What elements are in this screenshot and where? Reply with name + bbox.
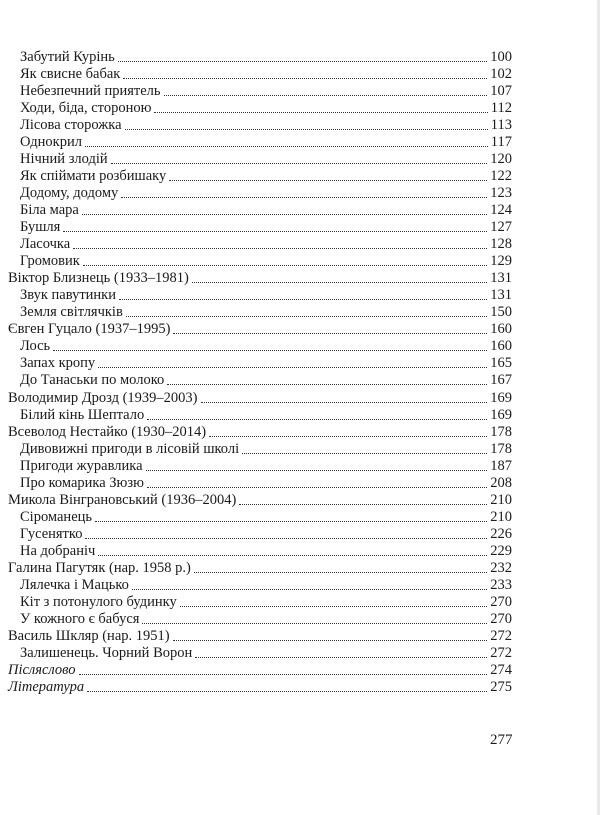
dot-leader: [118, 61, 488, 62]
toc-entry-title: Василь Шкляр (нар. 1951): [8, 628, 170, 645]
dot-leader: [147, 419, 487, 420]
toc-entry-title: Ласочка: [20, 236, 71, 253]
toc-entry-page: 150: [490, 304, 512, 321]
dot-leader: [167, 384, 487, 385]
dot-leader: [209, 436, 487, 437]
toc-entry-page: 160: [490, 321, 512, 338]
toc-author-entry: [8, 628, 512, 645]
toc-entry-page: 102: [490, 65, 512, 82]
toc-story-entry: [20, 83, 512, 100]
toc-entry-page: 178: [490, 423, 512, 440]
dot-leader: [82, 214, 487, 215]
toc-story-entry: [20, 458, 512, 475]
toc-story-entry: [20, 372, 512, 389]
toc-entry-title: Галина Пагутяк (нар. 1958 р.): [8, 560, 191, 576]
toc-entry-title: До Танаськи по молоко: [20, 372, 165, 389]
dot-leader: [201, 402, 488, 403]
dot-leader: [79, 674, 488, 675]
toc-entry-title: Запах кропу: [20, 355, 96, 372]
toc-story-entry: [20, 287, 512, 304]
toc-entry-title: Білий кінь Шептало: [20, 406, 145, 423]
toc-entry-page: 208: [490, 474, 512, 491]
toc-entry-page: 107: [490, 82, 512, 99]
toc-entry-title: Післяслово: [8, 662, 76, 679]
toc-entry-page: 210: [490, 508, 512, 525]
toc-entry-page: 272: [490, 645, 512, 662]
toc-entry-page: 117: [490, 133, 512, 150]
toc-author-entry: [8, 560, 512, 577]
page-number: 277: [490, 732, 513, 748]
toc-entry-page: 127: [490, 219, 512, 235]
toc-entry-title: Пригоди журавлика: [20, 457, 143, 474]
toc-entry-title: Про комарика Зюзю: [20, 474, 144, 491]
dot-leader: [125, 129, 488, 130]
toc-entry-page: 112: [490, 99, 512, 116]
dot-leader: [119, 299, 487, 300]
toc-story-entry: [20, 202, 512, 219]
toc-entry-title: Забутий Курінь: [20, 48, 115, 65]
toc-author-entry: [8, 662, 512, 679]
toc-entry-page: 100: [490, 48, 512, 65]
toc-entry-title: На добраніч: [20, 542, 96, 559]
toc-entry-title: Література: [8, 679, 85, 696]
dot-leader: [194, 572, 487, 573]
toc-entry-title: Нічний злодій: [20, 150, 108, 167]
dot-leader: [85, 146, 488, 147]
toc-story-entry: [20, 117, 512, 134]
toc-entry-page: 167: [490, 372, 512, 389]
toc-entry-title: Земля світлячків: [20, 304, 123, 321]
toc-entry-title: Громовик: [20, 253, 80, 270]
toc-entry-title: Небезпечний приятель: [20, 82, 161, 99]
toc-entry-page: 169: [490, 389, 512, 406]
toc-entry-page: 123: [490, 184, 512, 201]
toc-entry-page: 124: [490, 201, 512, 218]
toc-entry-title: Ходи, біда, стороною: [20, 99, 152, 116]
dot-leader: [121, 197, 487, 198]
toc-entry-page: 128: [490, 236, 512, 253]
dot-leader: [239, 504, 487, 505]
toc-entry-title: Залишенець. Чорний Ворон: [20, 645, 193, 662]
toc-story-entry: [20, 219, 512, 236]
dot-leader: [146, 470, 488, 471]
toc-entry-title: Сіроманець: [20, 508, 93, 525]
toc-entry-page: 274: [490, 662, 512, 679]
toc-story-entry: [20, 100, 512, 117]
dot-leader: [87, 691, 487, 692]
toc-author-entry: [8, 390, 512, 407]
dot-leader: [126, 316, 487, 317]
toc-entry-page: 270: [490, 594, 512, 611]
toc-entry-title: Микола Вінграновський (1936–2004): [8, 491, 237, 508]
dot-leader: [180, 606, 488, 607]
toc-story-entry: [20, 304, 512, 321]
toc-story-entry: [20, 475, 512, 492]
toc-story-entry: [20, 151, 512, 168]
toc-entry-page: 160: [490, 338, 512, 355]
toc-story-entry: [20, 407, 512, 424]
dot-leader: [83, 265, 487, 266]
toc-entry-page: 113: [490, 116, 512, 133]
toc-story-entry: [20, 526, 512, 543]
toc-entry-page: 169: [490, 406, 512, 423]
toc-entry-title: Однокрил: [20, 133, 82, 150]
dot-leader: [195, 657, 487, 658]
toc-entry-title: Дивовижні пригоди в лісовій школі: [20, 440, 240, 457]
toc-entry-title: Лялечка і Мацько: [20, 577, 129, 594]
dot-leader: [123, 78, 487, 79]
toc-entry-page: 229: [490, 542, 512, 559]
toc-entry-page: 129: [490, 253, 512, 270]
toc-entry-page: 226: [490, 525, 512, 542]
toc-story-entry: [20, 49, 512, 66]
toc-story-entry: [20, 509, 512, 526]
dot-leader: [173, 333, 487, 334]
dot-leader: [164, 95, 488, 96]
toc-entry-page: 270: [490, 611, 512, 628]
toc-entry-title: Лось: [20, 338, 51, 355]
toc-story-entry: [20, 645, 512, 662]
toc-story-entry: [20, 236, 512, 253]
toc-author-entry: [8, 270, 512, 287]
dot-leader: [98, 555, 487, 556]
dot-leader: [98, 367, 487, 368]
toc-story-entry: [20, 253, 512, 270]
toc-story-entry: [20, 134, 512, 151]
toc-entry-title: Всеволод Нестайко (1930–2014): [8, 423, 207, 440]
dot-leader: [111, 163, 488, 164]
toc-story-entry: [20, 441, 512, 458]
toc-entry-title: У кожного є бабуся: [20, 611, 140, 628]
toc-author-entry: [8, 424, 512, 441]
toc-entry-title: Бушля: [20, 219, 61, 235]
toc-story-entry: [20, 338, 512, 355]
toc-entry-page: 272: [490, 628, 512, 645]
toc-entry-title: Євген Гуцало (1937–1995): [8, 321, 171, 338]
dot-leader: [85, 538, 487, 539]
dot-leader: [132, 589, 487, 590]
toc-entry-page: 122: [490, 167, 512, 184]
toc-story-entry: [20, 611, 512, 628]
toc-entry-page: 187: [490, 457, 512, 474]
toc-entry-page: 210: [490, 491, 512, 508]
toc-entry-page: 131: [490, 287, 512, 304]
toc-entry-page: 165: [490, 355, 512, 372]
toc-story-entry: [20, 66, 512, 83]
dot-leader: [73, 248, 487, 249]
toc-story-entry: [20, 185, 512, 202]
toc-entry-title: Звук павутинки: [20, 287, 116, 304]
dot-leader: [63, 231, 487, 232]
dot-leader: [154, 112, 487, 113]
toc-entry-page: 131: [490, 270, 512, 287]
dot-leader: [95, 521, 487, 522]
toc-entry-page: 120: [490, 150, 512, 167]
toc-entry-page: 178: [490, 440, 512, 457]
toc-entry-title: Як свисне бабак: [20, 65, 121, 82]
dot-leader: [173, 640, 488, 641]
toc-story-entry: [20, 594, 512, 611]
dot-leader: [53, 350, 487, 351]
toc-entry-page: 233: [490, 577, 512, 594]
toc-entry-title: Біла мара: [20, 201, 79, 218]
dot-leader: [242, 453, 487, 454]
toc-entry-title: Гусенятко: [20, 525, 83, 542]
toc-author-entry: [8, 321, 512, 338]
dot-leader: [147, 487, 487, 488]
toc-entry-title: Володимир Дрозд (1939–2003): [8, 389, 198, 406]
toc-entry-title: Як спіймати розбишаку: [20, 167, 167, 184]
toc-entry-page: 232: [490, 560, 512, 576]
dot-leader: [169, 180, 487, 181]
toc-author-entry: [8, 492, 512, 509]
toc-story-entry: [20, 168, 512, 185]
toc-entry-title: Кіт з потонулого будинку: [20, 594, 177, 611]
toc-story-entry: [20, 577, 512, 594]
toc-entry-title: Лісова сторожка: [20, 116, 122, 133]
toc-story-entry: [20, 355, 512, 372]
toc-entry-page: 275: [490, 679, 512, 696]
dot-leader: [192, 282, 487, 283]
toc-story-entry: [20, 543, 512, 560]
dot-leader: [142, 623, 487, 624]
toc-author-entry: [8, 679, 512, 696]
toc-entry-title: Додому, додому: [20, 184, 119, 201]
toc-entry-title: Віктор Близнець (1933–1981): [8, 270, 189, 287]
